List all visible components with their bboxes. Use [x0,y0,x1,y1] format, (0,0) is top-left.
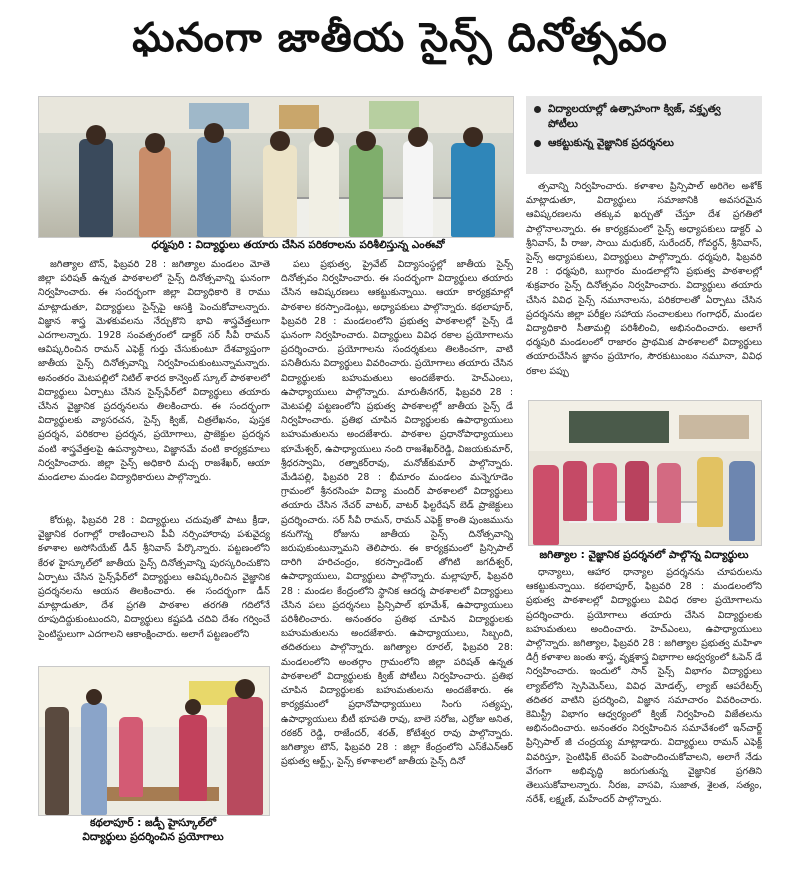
bullet-icon [534,106,541,113]
caption-line: కథలాపూర్ : జడ్పీ హైస్కూల్‌లో [89,817,217,829]
highlight-text: విద్యాలయాల్లో ఉత్సాహంగా క్విజ్, వక్తృత్వ పోటీలు [548,103,721,130]
bullet-icon [534,140,541,147]
article-text: త్సవాన్ని నిర్వహించారు. కళాశాల ప్రిన్సిపాల్ అరిగెల అశోక్ మాట్లాడుతూ, విద్యార్థులు సమాజానికి అవసరమైన ఆవిష్కరణలను తక్కువ ఖర్చుతో చేస్తూ దేశ ప్రగతిలో పాల్గొనాలన్నారు. ఈ కార్యక్రమంలో సైన్స్ అధ్యాపకులు డాక్టర్ ఎ శ్రీనివాస్, పీ రాజు, సాయి మధుకర్, సురేందర్, గోవర్ధన్, శ్రీనివాస్, సైన్స్ అధ్యాపకులు, విద్యార్థులు పాల్గొన్నారు. ధర్మపురి, ఫిబ్రవరి 28 : ధర్మపురి, బుగ్గారం మండలాల్లోని ప్రభుత్వ పాఠశాలల్లో శుక్రవారం సైన్స్ దినోత్సవం నిర్వహించారు. విద్యార్థులు తయారు చేసిన వివిధ సైన్స్ నమూనాలను, పరికరాలతో ఏర్పాటు చేసిన ప్రదర్శనను జిల్లా పరీక్షల సహాయ సంచాలకులు గంగాధర్, మండల విద్యాధికారి సీతామల్లి పరిశీలించి, అభినందించారు. అలాగే ధర్మపురి మండలంలో రాజారం ప్రాథమిక పాఠశాలలో విద్యార్థులు తయారుచేసిన జ్ఞానం ప్రయోగం, సౌరకుటుంబం నమూనా, వివిధ రకాల పప్పు [526,181,762,377]
left-photo-caption [38,816,268,844]
top-photo-caption: ధర్మపురి : విద్యార్థులు తయారు చేసిన పరికరాలను పరిశీలిస్తున్న ఎంఈవో [151,239,445,251]
right-photo-caption: జగిత్యాల : వైజ్ఞానిక ప్రదర్శనలో పాల్గొన్న విద్యార్థులు [539,549,749,561]
article-text: పలు ప్రభుత్వ, ప్రైవేట్ విద్యాసంస్థల్లో జాతీయ సైన్స్ దినోత్సవం నిర్వహించారు. ఈ సందర్భంగా విద్యార్థులు తయారు చేసిన ఆవిష్కరణలు ఆకట్టుకున్నాయి. ఆయా కార్యక్రమాల్లో పాఠశాల కరస్పాండెంట్లు, అధ్యాపకులు పాల్గొన్నారు. కథలాపూర్, ఫిబ్రవరి 28 : మండలంలోని ప్రభుత్వ పాఠశాలల్లో సైన్స్ డే ఘనంగా నిర్వహించారు. విద్యార్థులు వివిధ రకాల ప్రయోగాలను ప్రదర్శించారు. ప్రయోగాలను సందర్శకులు తిలకించగా, వాటి పనితీరును విద్యార్థులు వివరించారు. ప్రయోగాలు తయారు చేసిన విద్యార్థులకు బహుమతులు అందజేశారు. హెచ్ఎంలు, ఉపాధ్యాయులు పాల్గొన్నారు. మారుతీనగర్, ఫిబ్రవరి 28 : మెటపల్లి పట్టణంలోని ప్రభుత్వ పాఠశాలల్లో జాతీయ సైన్స్ డే నిర్వహించారు. ప్రతిభ చూపిన విద్యార్థులకు ఉపాధ్యాయులు బహుమతులను అందజేశారు. పాఠశాల ప్రధానోపాధ్యాయులు భూమేశ్వర్, ఉపాధ్యాయులు నంది రాజశేఖర్‌రెడ్డి, విజయకుమార్, శ్రీధరస్వామి, రత్నాకర్‌రావు, మనోజ్‌కుమార్ పాల్గొన్నారు. మేడిపల్లి, ఫిబ్రవరి 28 : భీమారం మండలం మన్నెగూడెం గ్రామంలో శ్రీనరసింహ విద్యా మందిర్ పాఠశాలలో విద్యార్థులు తయారు చేసిన నేచర్ వాటర్, వాటర్ ఫిల్టరేషన్ బెడ్ ప్రాజెక్టులు ప్రదర్శించారు. సర్ సీవీ రామన్, రామన్ ఎఫెక్ట్ కాంతి పుంజమును కనుగొన్న రోజును జాతీయ సైన్స్ దినోత్సవాన్ని జరుపుకుంటున్నామని తెలిపారు. ఈ కార్యక్రమంలో ప్రిన్సిపాల్ దారిగి హరిచంద్రం, కరస్పాండెంట్ తోగిటి జగదీశ్వర్, ఉపాధ్యాయులు, విద్యార్థులు పాల్గొన్నారు. మల్లాపూర్, ఫిబ్రవరి 28 : మండల కేంద్రంలోని స్థానిక ఆదర్శ పాఠశాలలో విద్యార్థులు చేసిన పలు ప్రదర్శనలు ప్రిన్సిపాల్ భూమేశ్, ఉపాధ్యాయులు పరిశీలించారు. అనంతరం ప్రతిభ చూపిన విద్యార్థులకు బహుమతులను అందజేశారు. ఉపాధ్యాయులు, సిబ్బంది, తదితరులు పాల్గొన్నారు. జగిత్యాల రూరల్, ఫిబ్రవరి 28: మండలంలోని అంతర్గాం గ్రామంలోని జిల్లా పరిషత్ ఉన్నత పాఠశాలలో విద్యార్థులకు క్విజ్ పోటీలు నిర్వహించారు. ప్రతిభ చూపిన విద్యార్థులకు బహుమతులను అందజేశారు. ఈ కార్యక్రమంలో ప్రధానోపాధ్యాయులు సింగు సత్యప్ప, ఉపాధ్యాయులు బీటీ భూపతి రావు, బాలె సరోజ, ఎర్రోజు అనిత, రఠకర్ రెడ్డి, రాజేందర్, శరత్, కోటేశ్వర రావు పాల్గొన్నారు. జగిత్యాల టౌన్, ఫిబ్రవరి 28 : జిల్లా కేంద్రంలోని ఎస్‌కేఎన్‌ఆర్ ప్రభుత్వ ఆర్ట్స్, సైన్స్ కళాశాలలో జాతీయ సైన్స్ దినో [281,259,513,768]
left-photo [38,666,270,816]
article-col2 [281,258,513,852]
highlight-item [534,136,754,151]
highlight-item [534,102,754,132]
highlights-box [526,96,762,174]
article-col1-top [38,258,270,510]
article-col3-bottom [526,566,762,856]
highlight-text: ఆకట్టుకున్న వైజ్ఞానిక ప్రదర్శనలు [548,137,674,149]
article-col1-bottom [38,514,270,664]
headline: ఘనంగా జాతీయ సైన్స్ దినోత్సవం [132,15,668,61]
article-text: ధాన్యాలు, ఆహార ధాన్యాల ప్రదర్శనను చూపరులను ఆకట్టుకున్నాయి. కథలాపూర్, ఫిబ్రవరి 28 : మండలంలోని ప్రభుత్వ పాఠశాలల్లో విద్యార్థులు వివిధ రకాల ప్రయోగాలను ప్రదర్శించారు. ప్రయోగాలు తయారు చేసిన విద్యార్థులకు బహుమతులు అందించారు. హెచ్ఎంలు, ఉపాధ్యాయులు పాల్గొన్నారు. జగిత్యాల, ఫిబ్రవరి 28 : జగిత్యాల ప్రభుత్వ మహిళా డిగ్రీ కళాశాల జంతు శాస్త్ర, వృక్షశాస్త్ర విభాగాల ఆధ్వర్యంలో ఓపెన్ డే నిర్వహించారు. ఇందులో సాన్ సైన్స్ విభాగం విద్యార్థులు ల్యాబ్‌లోని స్పెసిమెన్‌లు, వివిధ మోడల్స్, ల్యాబ్ ఆపరేటర్స్ తదితర వాటిని ప్రదర్శించి, విజ్ఞాన సమాచారం వివరించారు. కెమిస్ట్రీ విభాగం ఆధ్వర్యంలో క్విజ్ నిర్వహించి విజేతలను అభినందించారు. అనంతరం నిర్వహించిన సమావేశంలో ఇన్‌చార్జ్ ప్రిన్సిపాల్ జీ చంద్రయ్య మాట్లాడారు. విద్యార్థులు రామన్ ఎఫెక్ట్ వివరిస్తూ, సైంటిఫిక్ టెంపర్ పెంపొందించుకోవాలని, అలాగే నేడు వేగంగా అభివృద్ధి జరుగుతున్న వైజ్ఞానిక ప్రగతిని తెలుసుకోవాలన్నారు. నీరజ, వాసవి, సుజాత, శైలత, సత్యం, నరేశ్, లక్ష్మణ్, మహేందర్ పాల్గొన్నారు. [526,567,762,806]
article-text: కోరుట్ల, ఫిబ్రవరి 28 : విద్యార్థులు చదువుతో పాటు క్రీడా, వైజ్ఞానిక రంగాల్లో రాణించాలని పీవీ నర్సింహారావు పశువైద్య కళాశాల అసోసియేట్ డీన్ శ్రీనివాస్ పేర్కొన్నారు. పట్టణంలోని కేరళ హైస్కూల్‌లో జాతీయ సైన్స్ దినోత్సవాన్ని పురస్కరించుకొని ఏర్పాటు చేసిన సైన్స్‌ఫేర్‌లో విద్యార్థులు ఆవిష్కరించిన వైజ్ఞానిక ప్రదర్శనలను ఆయన తిలకించారు. ఈ సందర్భంగా డీన్ మాట్లాడుతూ, దేశ ప్రగతి పాఠశాల తరగతి గదిలోనే రూపుదిద్దుకుంటుందని, విద్యార్థులు కష్టపడి చదివి దేశం గర్వించే సైంటిస్టులుగా ఎదగాలని ఆకాంక్షించారు. అలాగే పట్టణంలోని [38,515,270,640]
article-col3-top [526,180,762,380]
caption-line: విద్యార్థులు ప్రదర్శించిన ప్రయోగాలు [82,831,224,843]
right-photo [528,400,762,546]
article-text: జగిత్యాల టౌన్, ఫిబ్రవరి 28 : జగిత్యాల మండలం మోతె జిల్లా పరిషత్ ఉన్నత పాఠశాలలో సైన్స్ దినోత్సవాన్ని ఘనంగా నిర్వహించారు. ఈ సందర్భంగా జిల్లా విద్యాధికారి కె రాము మాట్లాడుతూ, విద్యార్థులు సైన్స్‌పై ఆసక్తి పెంచుకోవాలన్నారు. విజ్ఞాన శాస్త్ర మెళకువలను నేర్చుకొని భావి శాస్త్రవేత్తలుగా ఎదగాలన్నారు. 1928 సంవత్సరంలో డాక్టర్ సర్ సీవీ రామన్ ఆవిష్కరించిన రామన్ ఎఫెక్ట్ గుర్తు చేసుకుంటూ దేశవ్యాప్తంగా జాతీయ సైన్స్ దినోత్సవాన్ని నిర్వహించుకుంటున్నామన్నారు. అనంతరం మెటపల్లిలో నిటిల్ శారద కాన్వెంట్ స్కూల్ పాఠశాలలో విద్యార్థులు ఏర్పాటు చేసిన సైన్స్‌ఫేర్‌లో విద్యార్థులు తయారు చేసిన వైజ్ఞానిక ప్రదర్శనలను తిలకించారు. ఈ సందర్భంగా విద్యార్థులకు వ్యాసరచన, సైన్స్ క్విజ్, చిత్రలేఖనం, పుస్తక ప్రదర్శన, పరికరాల ప్రదర్శన, ప్రయోగాలు, ప్రాజెక్టుల ప్రదర్శన వంటి శాస్త్రవేత్తలపై ఉపన్యాసాలు, విజ్ఞానమే వంటి కార్యక్రమాలు నిర్వహించారు. జిల్లా సైన్స్ అధికారి మచ్చ రాజశేఖర్, ఆయా మండలాల మండల విద్యాధికారులు పాల్గొన్నారు. [38,259,270,484]
top-photo [38,96,514,238]
